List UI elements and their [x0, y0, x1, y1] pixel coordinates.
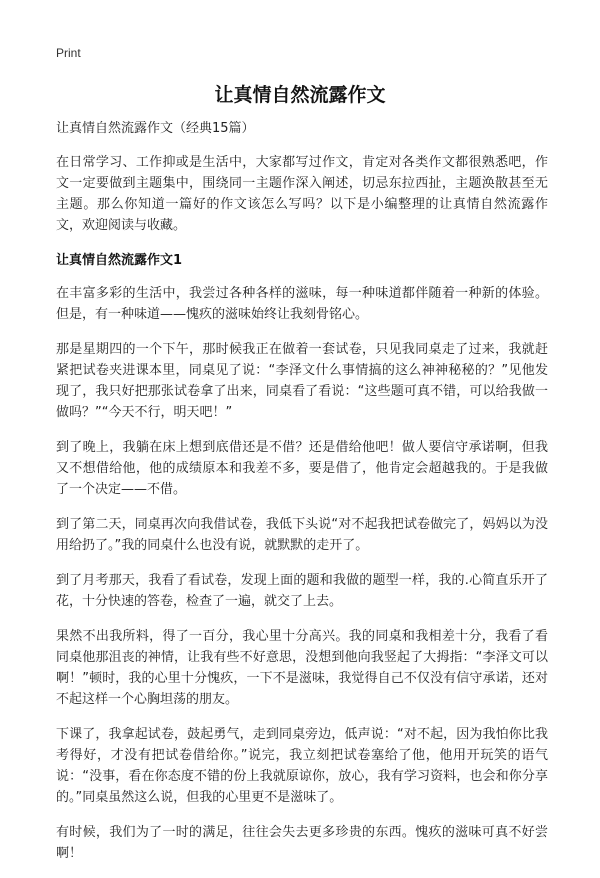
page-title: 让真情自然流露作文 — [214, 84, 386, 106]
body-paragraph: 到了晚上，我躺在床上想到底借还是不借？还是借给他吧！做人要信守承诺啊，但我又不想借给他，他的成绩原本和我差不多，要是借了，他肯定会超越我的。于是我做了一个决定——不借。 — [56, 440, 548, 497]
body-paragraph: 有时候，我们为了一时的满足，往往会失去更多珍贵的东西。愧疚的滋味可真不好尝啊！ — [56, 825, 548, 861]
body-paragraph: 到了月考那天，我看了看试卷，发现上面的题和我做的题型一样，我的.心简直乐开了花，十分快速的答卷，检查了一遍，就交了上去。 — [56, 573, 548, 609]
body-paragraph: 那是星期四的一个下午，那时候我正在做着一套试卷，只见我同桌走了过来，我就赶紧把试卷夹进课本里，同桌见了说：“李泽文什么事情搞的这么神神秘秘的？”见他发现了，我只好把那张试卷拿了出来，同桌看了看说：“这些题可真不错，可以给我做一做吗？”“今天不行，明天吧！” — [56, 342, 548, 420]
article-body — [56, 118, 548, 878]
print-label: Print — [56, 46, 81, 60]
body-paragraph: 在丰富多彩的生活中，我尝过各种各样的滋味，每一种味道都伴随着一种新的体验。但是，有一种味道——愧疚的滋味始终让我刻骨铭心。 — [56, 286, 548, 322]
article-subtitle: 让真情自然流露作文（经典15篇） — [56, 121, 255, 136]
section-heading: 让真情自然流露作文1 — [56, 253, 183, 268]
body-paragraph: 果然不出我所料，得了一百分，我心里十分高兴。我的同桌和我相差十分，我看了看同桌他那沮丧的神情，让我有些不好意思，没想到他向我竖起了大拇指：“李泽文可以啊！”顿时，我的心里十分愧疚，一下不是滋味，我觉得自己不仅没有信守承诺，还对不起这样一个心胸坦荡的朋友。 — [56, 629, 548, 707]
body-paragraph: 到了第二天，同桌再次向我借试卷，我低下头说“对不起我把试卷做完了，妈妈以为没用给扔了。”我的同桌什么也没有说，就默默的走开了。 — [56, 517, 548, 553]
body-paragraph: 下课了，我拿起试卷，鼓起勇气，走到同桌旁边，低声说：“对不起，因为我怕你比我考得好，才没有把试卷借给你。”说完，我立刻把试卷塞给了他，他用开玩笑的语气说：“没事，看在你态度不错的份上我就原谅你，放心，我有学习资料，也会和你分享的。”同桌虽然这么说，但我的心里更不是滋味了。 — [56, 727, 548, 805]
intro-paragraph: 在日常学习、工作抑或是生活中，大家都写过作文，肯定对各类作文都很熟悉吧，作文一定要做到主题集中，围绕同一主题作深入阐述，切忌东拉西扯，主题涣散甚至无主题。那么你知道一篇好的作文该怎么写吗？以下是小编整理的让真情自然流露作文，欢迎阅读与收藏。 — [56, 155, 548, 233]
